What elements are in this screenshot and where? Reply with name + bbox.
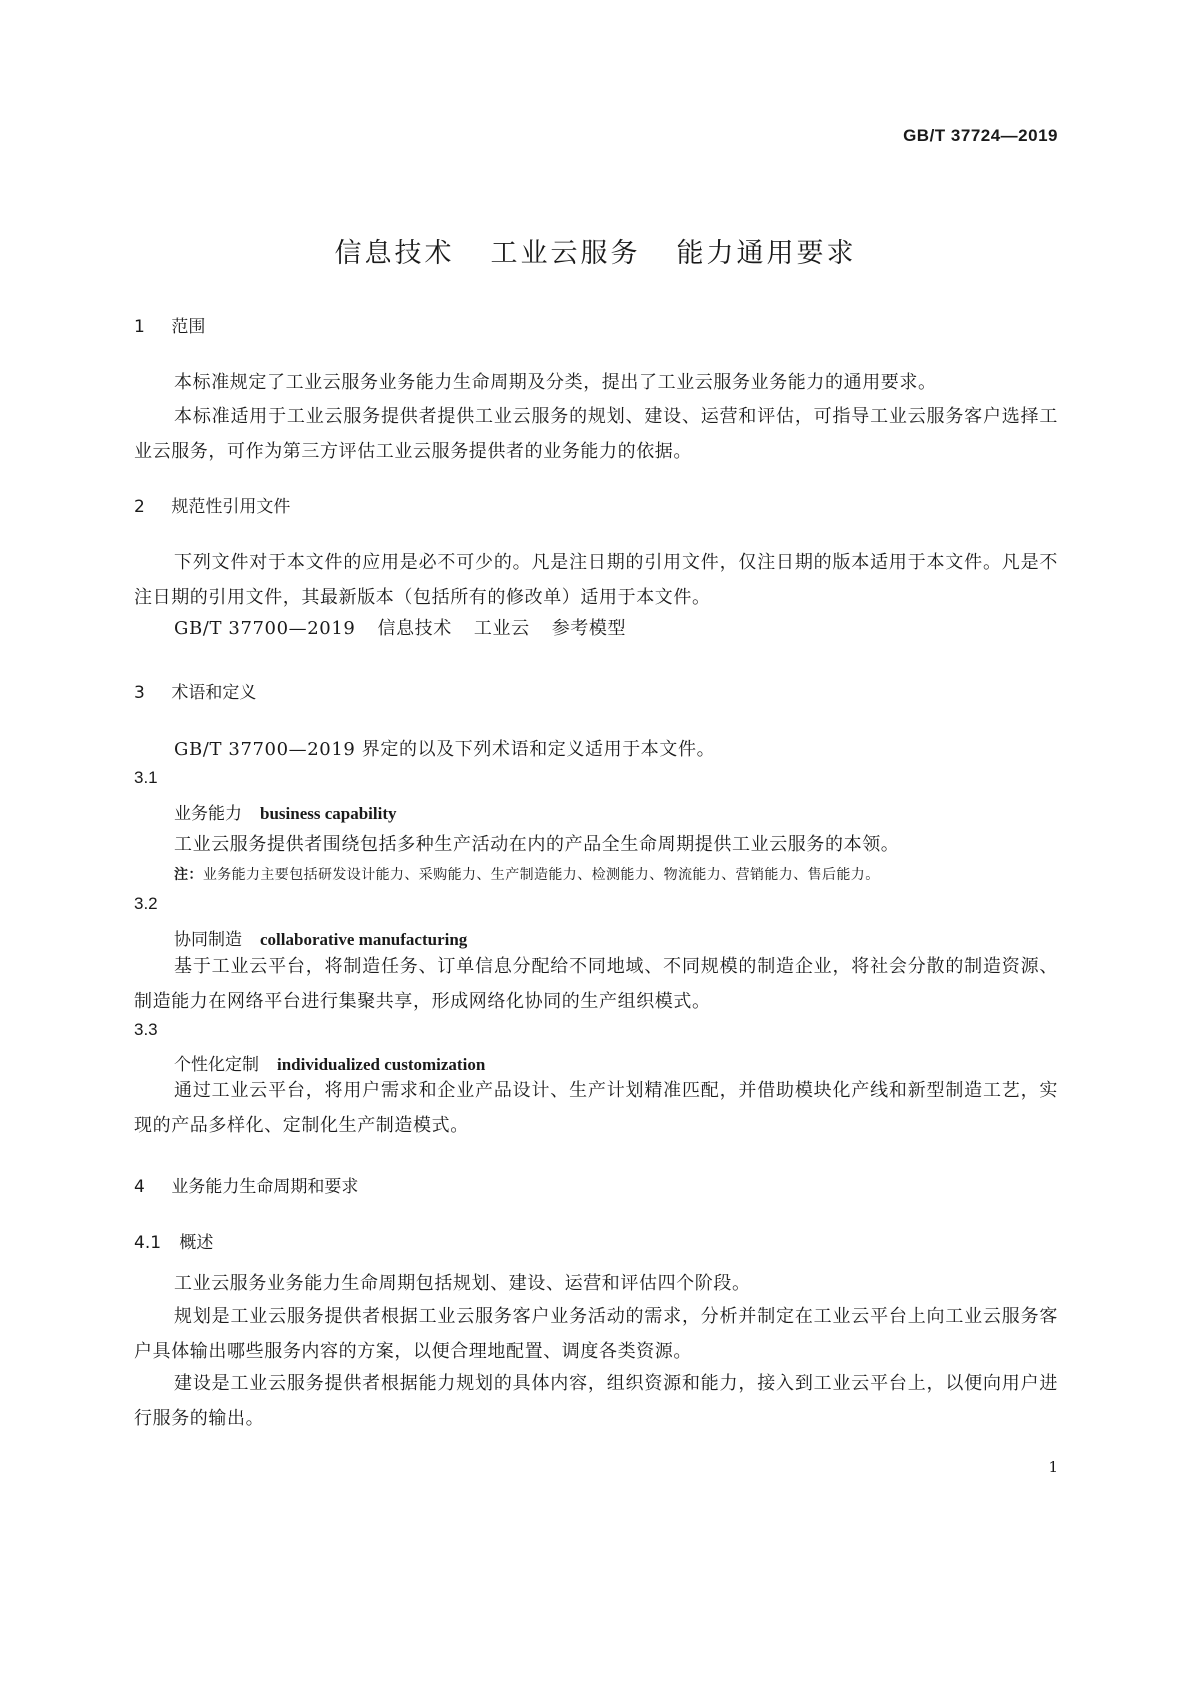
section-number: 4.1 bbox=[134, 1233, 162, 1253]
paragraph-overview-2: 规划是工业云服务提供者根据工业云服务客户业务活动的需求，分析并制定在工业云平台上向工业云服务客户具体输出哪些服务内容的方案，以便合理地配置、调度各类资源。 bbox=[134, 1306, 1058, 1362]
section-number: 3 bbox=[134, 683, 145, 703]
term-en: individualized customization bbox=[277, 1055, 486, 1074]
section-heading-4 bbox=[134, 1172, 358, 1197]
term-en: collaborative manufacturing bbox=[260, 930, 468, 949]
term-number: 3.3 bbox=[134, 1020, 158, 1039]
section-title: 概述 bbox=[179, 1233, 214, 1253]
term-zh: 业务能力 bbox=[174, 804, 242, 824]
term-definition: 基于工业云平台，将制造任务、订单信息分配给不同地域、不同规模的制造企业，将社会分散的制造资源、制造能力在网络平台进行集聚共享，形成网络化协同的生产组织模式。 bbox=[134, 956, 1058, 1012]
term-definition: 通过工业云平台，将用户需求和企业产品设计、生产计划精准匹配，并借助模块化产线和新型制造工艺，实现的产品多样化、定制化生产制造模式。 bbox=[134, 1080, 1058, 1136]
normative-reference bbox=[174, 614, 626, 640]
note-label: 注： bbox=[174, 867, 203, 883]
reference-title-b: 工业云 bbox=[473, 618, 530, 639]
section-number: 2 bbox=[134, 497, 145, 517]
paragraph-overview-1: 工业云服务业务能力生命周期包括规划、建设、运营和评估四个阶段。 bbox=[174, 1273, 751, 1294]
term-entry bbox=[174, 1050, 485, 1075]
term-zh: 个性化定制 bbox=[174, 1055, 259, 1075]
section-heading-3 bbox=[134, 678, 256, 703]
section-title: 术语和定义 bbox=[171, 683, 257, 703]
section-heading-1 bbox=[134, 312, 205, 337]
section-title: 业务能力生命周期和要求 bbox=[171, 1177, 359, 1197]
title-part-3: 能力通用要求 bbox=[676, 238, 857, 269]
document-title bbox=[0, 231, 1191, 270]
title-part-2: 工业云服务 bbox=[490, 238, 641, 269]
term-entry bbox=[174, 925, 467, 950]
section-title: 范围 bbox=[171, 317, 206, 337]
paragraph-overview-3: 建设是工业云服务提供者根据能力规划的具体内容，组织资源和能力，接入到工业云平台上，以便向用户进行服务的输出。 bbox=[134, 1373, 1058, 1429]
paragraph-scope-2: 本标准适用于工业云服务提供者提供工业云服务的规划、建设、运营和评估，可指导工业云服务客户选择工业云服务，可作为第三方评估工业云服务提供者的业务能力的依据。 bbox=[134, 406, 1058, 462]
reference-title-a: 信息技术 bbox=[377, 618, 452, 639]
term-number: 3.1 bbox=[134, 768, 158, 787]
section-number: 1 bbox=[134, 317, 145, 337]
section-number: 4 bbox=[134, 1177, 145, 1197]
term-definition: 工业云服务提供者围绕包括多种生产活动在内的产品全生命周期提供工业云服务的本领。 bbox=[174, 834, 900, 855]
reference-code: GB/T 37700—2019 bbox=[174, 618, 356, 639]
term-number: 3.2 bbox=[134, 894, 158, 913]
page-number: 1 bbox=[1048, 1458, 1058, 1476]
section-heading-2 bbox=[134, 492, 290, 517]
paragraph-references: 下列文件对于本文件的应用是必不可少的。凡是注日期的引用文件，仅注日期的版本适用于本文件。凡是不注日期的引用文件，其最新版本（包括所有的修改单）适用于本文件。 bbox=[134, 552, 1058, 608]
term-entry bbox=[174, 799, 397, 824]
paragraph-terms-intro: GB/T 37700—2019 界定的以及下列术语和定义适用于本文件。 bbox=[174, 739, 716, 760]
term-en: business capability bbox=[260, 804, 397, 823]
title-part-1: 信息技术 bbox=[334, 238, 455, 269]
section-title: 规范性引用文件 bbox=[171, 497, 291, 517]
standard-code: GB/T 37724—2019 bbox=[903, 126, 1058, 145]
note-text: 业务能力主要包括研发设计能力、采购能力、生产制造能力、检测能力、物流能力、营销能力、售后能力。 bbox=[202, 867, 880, 883]
paragraph-scope-1: 本标准规定了工业云服务业务能力生命周期及分类，提出了工业云服务业务能力的通用要求。 bbox=[174, 372, 937, 393]
section-heading-4-1 bbox=[134, 1228, 213, 1253]
reference-title-c: 参考模型 bbox=[551, 618, 627, 639]
term-zh: 协同制造 bbox=[174, 930, 242, 950]
term-note bbox=[174, 864, 880, 884]
